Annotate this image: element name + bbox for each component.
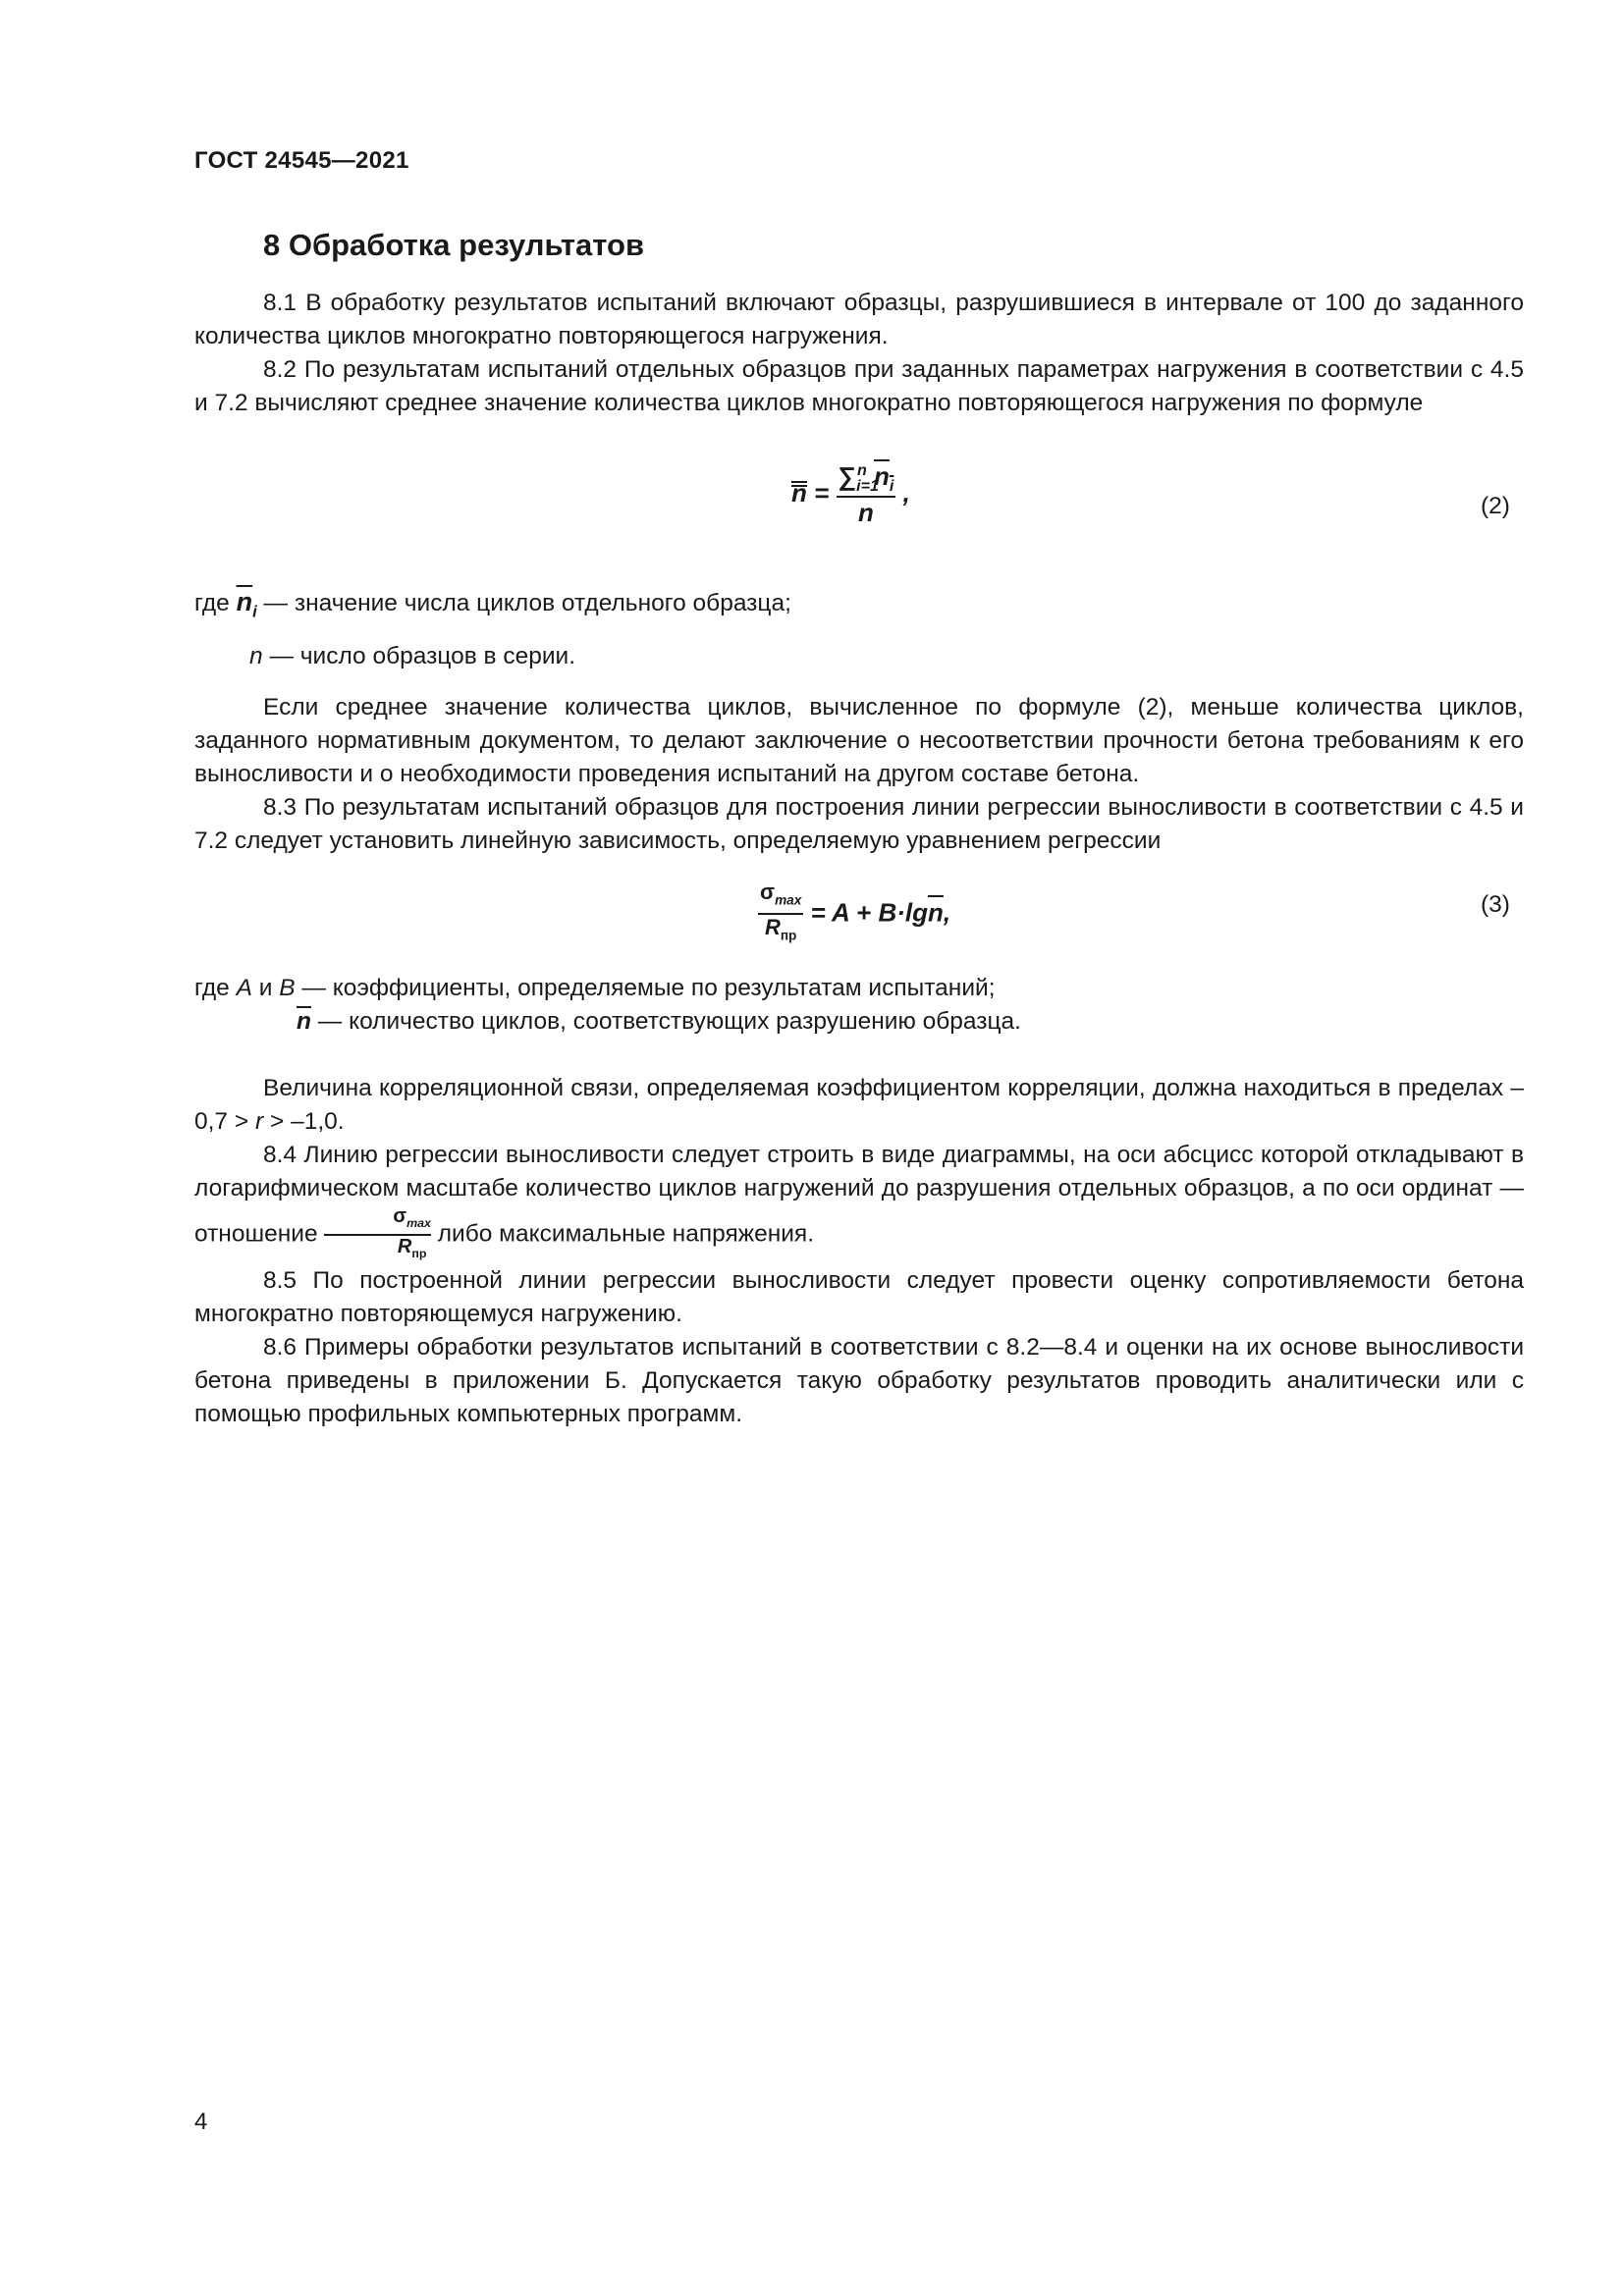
formula2-term: $n_i$ bbox=[874, 461, 894, 496]
paragraph-correlation: Величина корреляционной связи, определяемая коэффициентом корреляции, должна находиться в пределах –0,7 > r > –1,0. bbox=[194, 1075, 1524, 1135]
formula2-fraction bbox=[837, 461, 896, 528]
formula2-comma: , bbox=[902, 477, 910, 507]
formula2-sum: ∑ bbox=[838, 461, 857, 491]
formula2-denominator: n bbox=[858, 498, 874, 528]
paragraph-8-4: 8.4 Линию регрессии выносливости следует строить в виде диаграммы, на оси абсцисс которой откладывают в логарифмическом масштабе количество циклов нагружений до разрушения отдельных образцов, а по оси ординат — отношение $\frac{\sigma_{max}}{R_{пр}}$ либо максимальные напряжения. bbox=[194, 1139, 1524, 1264]
section-title: 8 Обработка результатов bbox=[263, 228, 645, 262]
where-block-2 bbox=[194, 972, 1524, 1039]
formula2-sum-sub: i=1 bbox=[856, 477, 879, 496]
where1-line-1: где $\overline{n}_i$ — значение числа циклов отдельного образца; bbox=[194, 587, 791, 621]
paragraphs-if-8-3 bbox=[194, 691, 1524, 858]
where-block-1 bbox=[194, 585, 1524, 673]
paragraph-8-3: 8.3 По результатам испытаний образцов для построения линии регрессии выносливости в соответствии с 4.5 и 7.2 следует установить линейную зависимость, определяемую уравнением регрессии bbox=[194, 794, 1524, 854]
formula3-fraction: $\frac{\sigma_{max}}{R_{пр}}$ bbox=[760, 880, 802, 943]
where1-symbol: $\overline{n}_i$ bbox=[236, 587, 257, 621]
formula-2 bbox=[791, 461, 910, 528]
paragraph-if: Если среднее значение количества циклов, вычисленное по формуле (2), меньше количества циклов, заданного нормативным документом, то делают заключение о несоответствии прочности бетона требованиям к его выносливости и о необходимости проведения испытаний на другом составе бетона. bbox=[194, 694, 1524, 787]
document-header: ГОСТ 24545—2021 bbox=[194, 147, 409, 174]
where1-line-2: n — число образцов в серии. bbox=[249, 643, 576, 670]
paragraphs-corr-8-6 bbox=[194, 1072, 1524, 1431]
equation-number-3: (3) bbox=[1481, 891, 1510, 918]
paragraph-8-1: 8.1 В обработку результатов испытаний включают образцы, разрушившиеся в интервале от 100 до заданного количества циклов многократно повторяющегося нагружения. bbox=[194, 290, 1524, 349]
paragraph-8-5: 8.5 По построенной линии регрессии выносливости следует провести оценку сопротивляемости бетона многократно повторяющемуся нагружению. bbox=[194, 1267, 1524, 1327]
formula2-sum-sup: n bbox=[856, 461, 867, 480]
paragraphs-8-1-8-2 bbox=[194, 287, 1524, 420]
formula2-lhs: n bbox=[791, 477, 807, 507]
formula3-n: $\overline{n}$ bbox=[928, 897, 944, 928]
formula2-numerator bbox=[837, 461, 896, 498]
paragraph-8-2: 8.2 По результатам испытаний отдельных образцов при заданных параметрах нагружения в соответствии с 4.5 и 7.2 вычисляют среднее значение количества циклов многократно повторяющегося нагружения по формуле bbox=[194, 356, 1524, 416]
formula2-eq: = bbox=[814, 477, 830, 507]
where2-line-1: где A и B — коэффициенты, определяемые по результатам испытаний; bbox=[194, 975, 996, 1001]
equation-number-2: (2) bbox=[1481, 493, 1510, 519]
paragraph-8-6: 8.6 Примеры обработки результатов испытаний в соответствии с 8.2—8.4 и оценки на их основе выносливости бетона приведены в приложении Б. Допускается такую обработку результатов проводить аналитически или с помощью профильных компьютерных программ. bbox=[194, 1334, 1524, 1427]
where2-line-2: $\overline{n}$ — количество циклов, соответствующих разрушению образца. bbox=[297, 1008, 1021, 1035]
ratio-fraction-inline: $\frac{\sigma_{max}}{R_{пр}}$ bbox=[324, 1205, 431, 1264]
formula3-rhs: = A + B·lg bbox=[810, 897, 929, 928]
formula-3: $\frac{\sigma_{max}}{R_{пр}}$ = $A + B\cdot\lg\overline{n}$, bbox=[758, 880, 950, 949]
page-number: 4 bbox=[194, 2109, 208, 2135]
